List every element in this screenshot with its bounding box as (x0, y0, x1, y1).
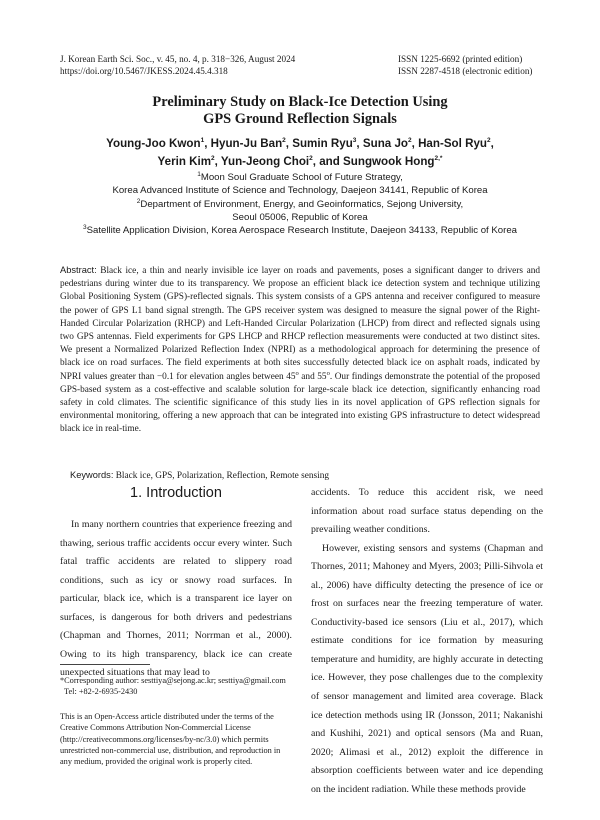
body-column-left (60, 516, 292, 683)
affiliation-2-cont: Seoul 05006, Republic of Korea (232, 211, 368, 223)
keywords (70, 469, 329, 482)
paragraph: In many northern countries that experience freezing and thawing, serious traffic accidents occur every winter. Such fatal traffic accidents are related to slippery road conditions, such as icy or snowy road surfaces. In particular, black ice, which is a transparent ice layer on surfaces, is dangerous for both drivers and pedestrians (Chapman and Thornes, 2011; Norrman et al., 2000). Owing to its high transparency, black ice can create unexpected situations that may lead to (60, 519, 292, 679)
license-text: This is an Open-Access article distributed under the terms of the Creative Commons Attribution Non-Commercial License (http://creativecommons.org/licenses/by-nc/3.0) which permits unrestricted non-commercial use, distribution, and reproduction in any medium, provided the original work is properly cited. (60, 712, 281, 767)
telephone: Tel: +82-2-6935-2430 (64, 687, 138, 697)
affiliation-3 (40, 224, 560, 237)
author-affil-sup: 3 (352, 137, 357, 145)
author-list (40, 135, 560, 171)
keywords-text: Black ice, GPS, Polarization, Reflection, Remote sensing (113, 471, 330, 481)
corresponding-author[interactable]: *Corresponding author: sesttiya@sejong.ac.kr; sesttiya@gmail.com (60, 676, 286, 685)
affil-text: Department of Environment, Energy, and Geoinformatics, Sejong University, (140, 198, 464, 210)
issn-block (398, 53, 532, 77)
author-separator: , (285, 137, 293, 150)
affil-sup: 2 (136, 197, 141, 205)
author-name: Han-Sol Ryu (418, 137, 487, 150)
paragraph: accidents. To reduce this accident risk, we need information about road surface status depending on the prevailing weather conditions. (311, 487, 543, 536)
author-name: Hyun-Ju Ban (210, 137, 283, 150)
author-affil-sup: 2 (487, 137, 491, 145)
author-separator: , (356, 137, 363, 150)
author-affil-sup: 2 (309, 155, 313, 163)
author-separator: , (490, 137, 494, 150)
footnote-divider (60, 664, 150, 665)
corresponding-footnote (60, 675, 292, 698)
abstract (60, 264, 540, 437)
affil-text: Satellite Application Division, Korea Aerospace Research Institute, Daejeon 34133, Republic of Korea (86, 225, 517, 237)
doi-link[interactable]: https://doi.org/10.5467/JKESS.2024.45.4.318 (60, 66, 228, 76)
abstract-label: Abstract: (60, 265, 97, 275)
author-line-2 (40, 153, 560, 171)
author-separator: , (411, 137, 419, 150)
abstract-text-b: . Our findings demonstrate the potential of the proposed GPS-based system as a cost-effective and scalable solution for large-scale black ice detection, significantly enhancing road safety in cold climates. The scientific significance of this study lies in its novel application of GPS reflection signals for environmental monitoring, offering a new approach that can be integrated into existing GPS infrastructure to detect widespread black ice in real-time. (60, 371, 540, 435)
author-affil-sup: 2 (282, 137, 286, 145)
author-name: Sungwook Hong (343, 155, 435, 168)
affiliation-1 (40, 171, 560, 184)
degree-sup: o (295, 369, 299, 377)
license-footnote (60, 711, 292, 767)
author-name: Suna Jo (362, 137, 408, 150)
affil-text: Moon Soul Graduate School of Future Strategy, (200, 172, 403, 183)
abstract-text-a: Black ice, a thin and nearly invisible ice layer on roads and pavements, poses a significant danger to drivers and pedestrians during winter due to its transparency. We propose an efficient black ice detection system and technique utilizing Global Positioning System (GPS)-reflected signals. This system consists of a GPS antenna and receiver configured to measure the power of GPS L1 band signal strength. The GPS receiver system was designed to measure the signal power of the Right-Handed Circular Polarization (RHCP) and Left-Handed Circular Polarization (LHCP) from direct and reflected signals using two GPS antennas. Field experiments for GPS LHCP and RHCP reflection measurements were conducted at two distinct sites. We present a Normalized Polarized Reflection Index (NPRI) as a methodological approach for determining the presence of black ice on road surfaces. The field experiments at both sites successfully detected black ice on asphalt roads, indicated by NPRI values greater than −0.1 for elevation angles between 45 (60, 266, 540, 382)
abstract-and: and 55 (298, 371, 327, 382)
paper-title (0, 94, 600, 128)
affiliation-2 (40, 198, 560, 211)
author-affil-sup: 2 (211, 155, 215, 163)
affil-sup: 3 (82, 224, 87, 231)
degree-sup: o (326, 369, 330, 377)
author-line-1 (40, 135, 560, 153)
author-name: Young-Joo Kwon (106, 137, 201, 150)
journal-citation (60, 53, 295, 77)
journal-line: J. Korean Earth Sci. Soc., v. 45, no. 4, p. 318−326, August 2024 (60, 54, 296, 64)
title-line-2: GPS Ground Reflection Signals (203, 111, 397, 127)
author-separator: , (204, 137, 211, 150)
author-affil-sup: 2,* (434, 155, 443, 163)
issn-electronic: ISSN 2287-4518 (electronic edition) (398, 66, 533, 76)
author-separator: , and (312, 155, 344, 168)
author-name: Sumin Ryu (292, 137, 353, 150)
keywords-label: Keywords: (70, 470, 114, 480)
affiliation-1-cont: Korea Advanced Institute of Science and Technology, Daejeon 34141, Republic of Korea (112, 185, 488, 197)
author-name: Yerin Kim (157, 155, 212, 168)
affiliations (40, 171, 560, 237)
author-separator: , (214, 155, 221, 168)
author-affil-sup: 2 (407, 137, 412, 145)
paragraph: However, existing sensors and systems (Chapman and Thornes, 2011; Mahoney and Myers, 2003; Pilli-Sihvola et al., 2006) have difficulty detecting the presence of ice or frost on surfaces near the freezing temperature of water. Conductivity-based ice sensors (Liu et al., 2017), which estimate conditions for ice formation by measuring temperature and humidity, are highly accurate in detecting ice. However, they pose challenges due to the complexity of sensor management and limited area coverage. Black ice detection methods using IR (Jonsson, 2011; Nakanishi and Kushihi, 2021) and optical sensors (Ma and Ruan, 2020; Alimasi et al., 2012) exploit the difference in absorption coefficients between water and ice depending on the incident radiation. While these methods provide (311, 542, 543, 795)
author-name: Yun-Jeong Choi (220, 155, 310, 168)
author-affil-sup: 1 (200, 137, 205, 145)
section-heading: 1. Introduction (130, 485, 222, 501)
affil-sup: 1 (197, 170, 201, 178)
body-column-right (311, 484, 543, 799)
issn-print: ISSN 1225-6692 (printed edition) (398, 54, 523, 64)
title-line-1: Preliminary Study on Black-Ice Detection Using (152, 94, 448, 110)
